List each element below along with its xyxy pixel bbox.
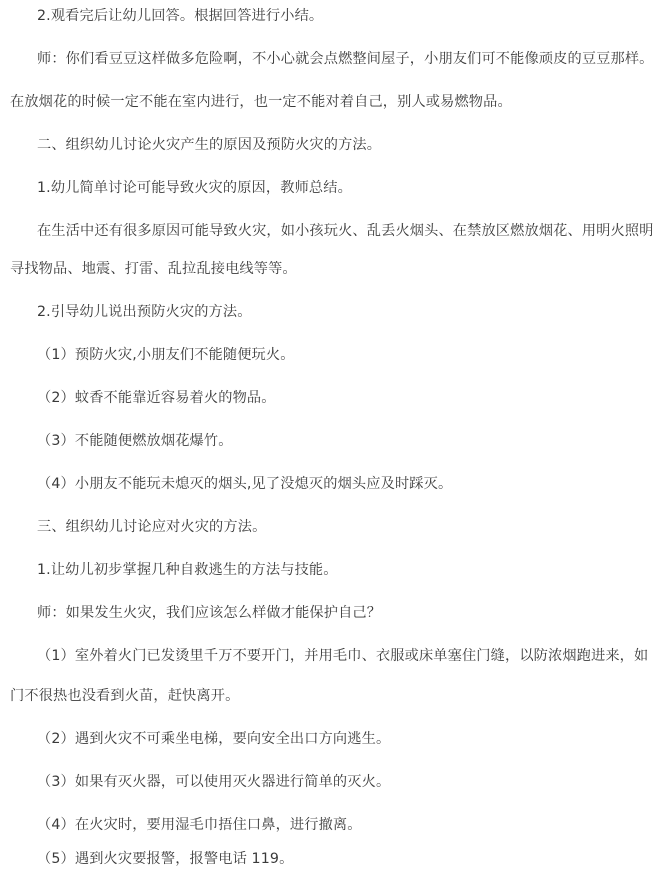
list-item: （1）室外着火门已发烫里千万不要开门，并用毛巾、衣服或床单塞住门缝，以防浓烟跑进来，如	[37, 648, 649, 664]
list-item: （3）不能随便燃放烟花爆竹。	[37, 433, 233, 449]
text-line: 师：你们看豆豆这样做多危险啊，不小心就会点燃整间屋子，小朋友们可不能像顽皮的豆豆那样。	[37, 51, 654, 67]
text-line: 师：如果发生火灾，我们应该怎么样做才能保护自己？	[37, 605, 382, 621]
text-line: 1.让幼儿初步掌握几种自救逃生的方法与技能。	[37, 562, 338, 578]
list-item: （1）预防火灾,小朋友们不能随便玩火。	[37, 347, 295, 363]
list-item: （4）在火灾时，要用湿毛巾捂住口鼻，进行撤离。	[37, 817, 362, 833]
text-line: 门不很热也没看到火苗，赶快离开。	[10, 688, 240, 704]
text-line: 2.观看完后让幼儿回答。根据回答进行小结。	[37, 8, 324, 24]
list-item: （2）蚊香不能靠近容易着火的物品。	[37, 390, 276, 406]
text-line: 1.幼儿简单讨论可能导致火灾的原因，教师总结。	[37, 180, 352, 196]
text-line: 寻找物品、地震、打雷、乱拉乱接电线等等。	[10, 261, 297, 277]
list-item: （5）遇到火灾要报警，报警电话 119。	[37, 851, 294, 867]
list-item: （4）小朋友不能玩未熄灭的烟头,见了没熄灭的烟头应及时踩灭。	[37, 476, 453, 492]
text-line: 在放烟花的时候一定不能在室内进行，也一定不能对着自己，别人或易燃物品。	[10, 94, 512, 110]
section-heading: 二、组织幼儿讨论火灾产生的原因及预防火灾的方法。	[37, 137, 382, 153]
text-line: 2.引导幼儿说出预防火灾的方法。	[37, 304, 252, 320]
text-line: 在生活中还有很多原因可能导致火灾，如小孩玩火、乱丢火烟头、在禁放区燃放烟花、用明火照明	[37, 223, 654, 239]
section-heading: 三、组织幼儿讨论应对火灾的方法。	[37, 519, 267, 535]
list-item: （3）如果有灭火器，可以使用灭火器进行简单的灭火。	[37, 774, 391, 790]
list-item: （2）遇到火灾不可乘坐电梯，要向安全出口方向逃生。	[37, 731, 391, 747]
